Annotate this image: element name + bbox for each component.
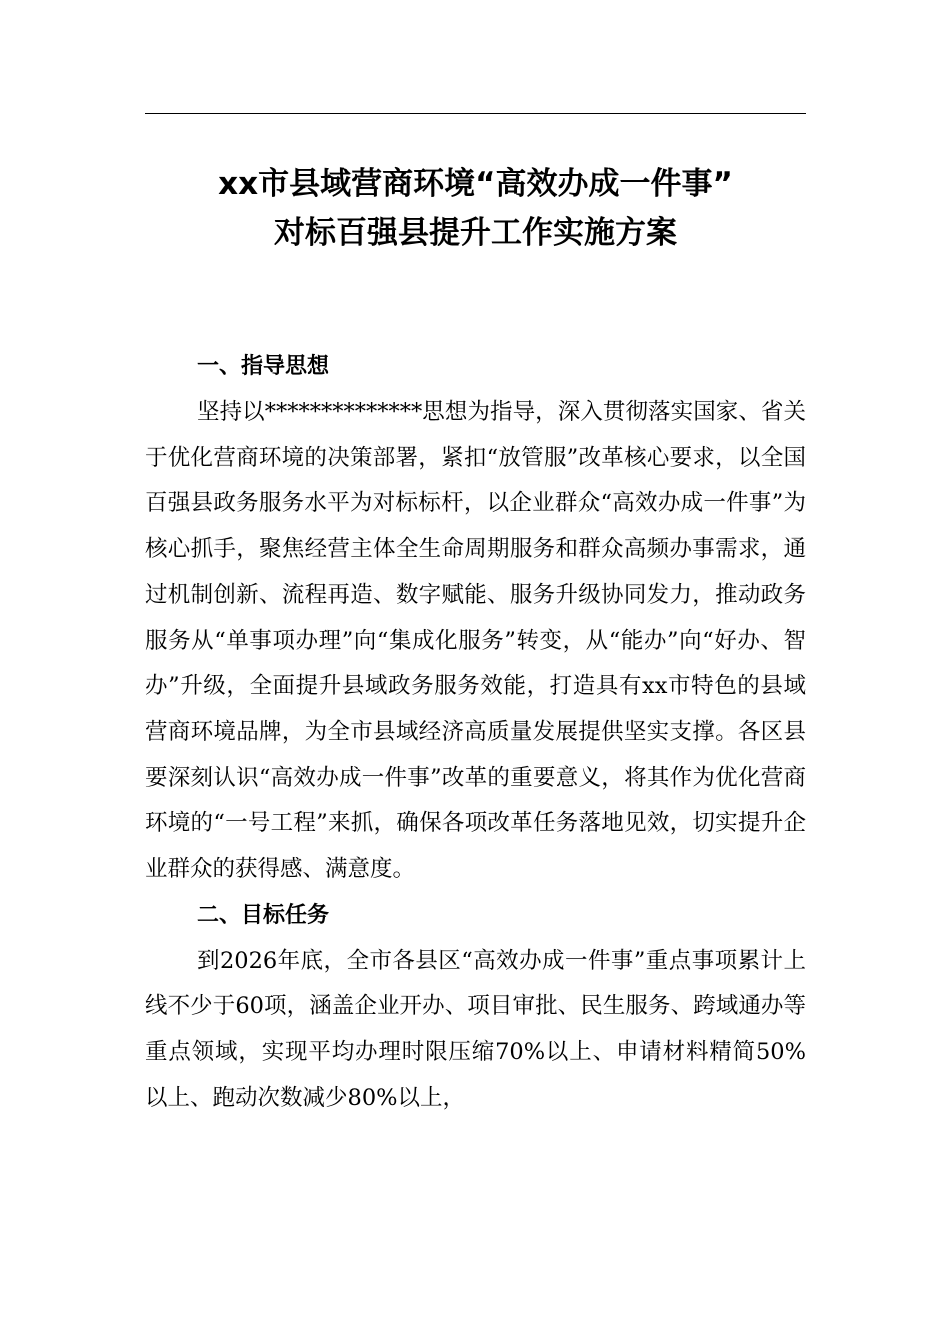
section-paragraph-targets: 到2026年底，全市各县区“高效办成一件事”重点事项累计上线不少于60项，涵盖企业开办、项目审批、民生服务、跨域通办等重点领域，实现平均办理时限压缩70%以上、申请材料精简50%以上、跑动次数减少80%以上，: [145, 947, 806, 1111]
section-paragraph-guiding-ideology: 坚持以**************思想为指导，深入贯彻落实国家、省关于优化营商环境的决策部署，紧扣“放管服”改革核心要求，以全国百强县政务服务水平为对标标杆，以企业群众“高效办成一件事”为核心抓手，聚焦经营主体全生命周期服务和群众高频办事需求，通过机制创新、流程再造、数字赋能、服务升级协同发力，推动政务服务从“单事项办理”向“集成化服务”转变，从“能办”向“好办、智办”升级，全面提升县域政务服务效能，打造具有xx市特色的县域营商环境品牌，为全市县域经济高质量发展提供坚实支撑。各区县要深刻认识“高效办成一件事”改革的重要意义，将其作为优化营商环境的“一号工程”来抓，确保各项改革任务落地见效，切实提升企业群众的获得感、满意度。: [145, 399, 806, 883]
title-line-2: 对标百强县提升工作实施方案: [274, 215, 677, 251]
document-title: [145, 160, 806, 258]
title-line-1: xx市县域营商环境“高效办成一件事”: [218, 166, 733, 202]
header-rule: [145, 113, 806, 114]
document-body: [145, 344, 806, 1122]
section-heading-targets: 二、目标任务: [197, 902, 330, 928]
section-heading-guiding-ideology: 一、指导思想: [197, 354, 330, 379]
